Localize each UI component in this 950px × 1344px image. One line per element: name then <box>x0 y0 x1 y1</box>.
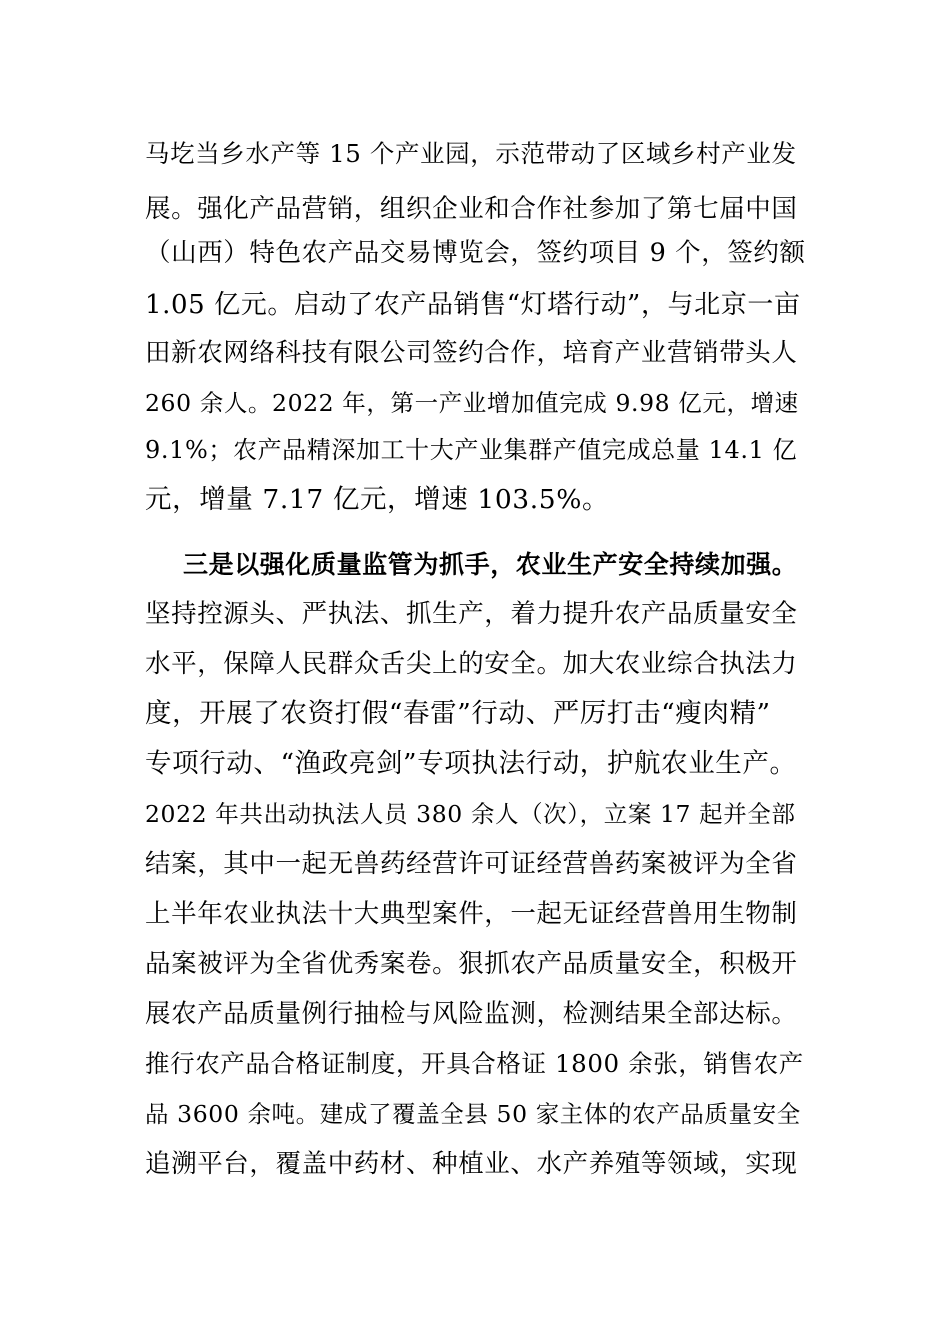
body-text-line: 品 3600 余吨。建成了覆盖全县 50 家主体的农产品质量安全 <box>145 1100 801 1128</box>
body-text-line: 坚持控源头、严执法、抓生产，着力提升农产品质量安全 <box>145 599 798 629</box>
body-text-line: 元，增量 7.17 亿元，增速 103.5%。 <box>145 484 610 515</box>
section-heading: 三是以强化质量监管为抓手，农业生产安全持续加强。 <box>183 550 798 579</box>
body-text-line: 展农产品质量例行抽检与风险监测，检测结果全部达标。 <box>145 999 798 1029</box>
body-text-line: 结案，其中一起无兽药经营许可证经营兽药案被评为全省 <box>145 849 798 879</box>
body-text-line: 度，开展了农资打假“春雷”行动、严厉打击“瘦肉精” <box>145 698 771 729</box>
body-text-line: 马圪当乡水产等 15 个产业园，示范带动了区域乡村产业发 <box>145 139 797 168</box>
body-text-line: 品案被评为全省优秀案卷。狠抓农产品质量安全，积极开 <box>145 949 798 979</box>
body-text-line: 260 余人。2022 年，第一产业增加值完成 9.98 亿元，增速 <box>145 389 799 417</box>
body-text-line: 田新农网络科技有限公司签约合作，培育产业营销带头人 <box>145 338 798 368</box>
body-text-line: 专项行动、“渔政亮剑”专项执法行动，护航农业生产。 <box>145 748 797 779</box>
body-text-line: 追溯平台，覆盖中药材、种植业、水产养殖等领域，实现 <box>145 1149 798 1179</box>
body-text-line: 展。强化产品营销，组织企业和合作社参加了第七届中国 <box>145 194 798 224</box>
body-text-line: （山西）特色农产品交易博览会，签约项目 9 个，签约额 <box>145 238 806 268</box>
body-text-line: 推行农产品合格证制度，开具合格证 1800 余张，销售农产 <box>145 1049 804 1078</box>
body-text-line: 水平，保障人民群众舌尖上的安全。加大农业综合执法力 <box>145 649 798 679</box>
body-text-line: 2022 年共出动执法人员 380 余人（次），立案 17 起并全部 <box>145 800 796 828</box>
body-text-line: 上半年农业执法十大典型案件，一起无证经营兽用生物制 <box>145 899 798 929</box>
body-text-line: 9.1%；农产品精深加工十大产业集群产值完成总量 14.1 亿 <box>145 436 798 464</box>
body-text-line: 1.05 亿元。启动了农产品销售“灯塔行动”，与北京一亩 <box>145 290 801 320</box>
